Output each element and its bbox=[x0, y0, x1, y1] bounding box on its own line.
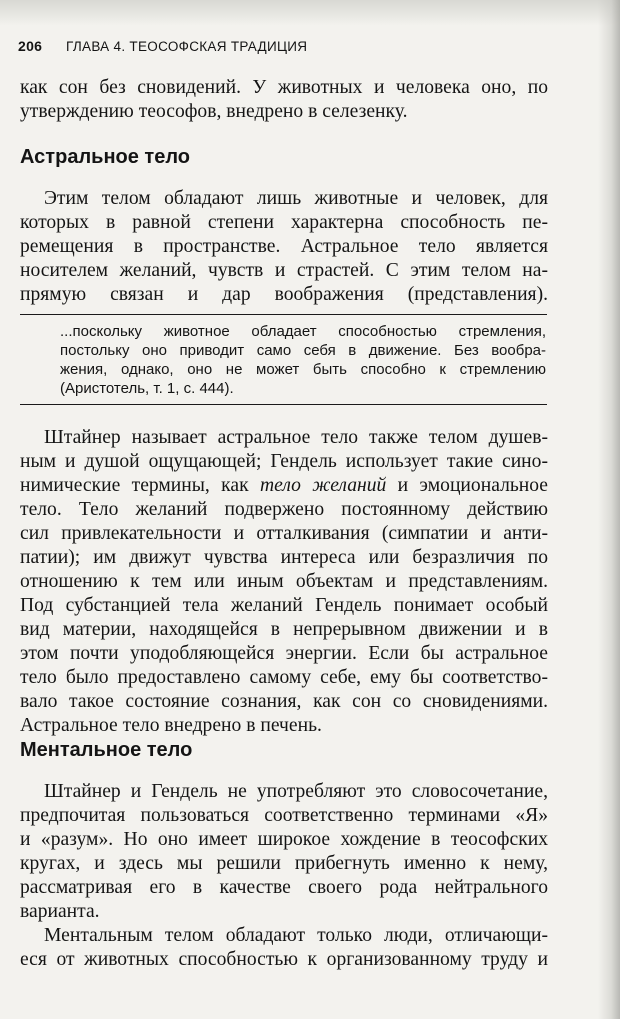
italic-term: тело желаний bbox=[259, 475, 387, 496]
paragraph-line: варианта. bbox=[20, 901, 100, 922]
paragraph-line: ремещения в пространстве. Астральное тело является bbox=[20, 236, 548, 257]
quote-line: жения, однако, оно не может быть способно к стремлению bbox=[60, 361, 546, 378]
paragraph-line-with-italic bbox=[20, 474, 548, 498]
quote-rule-top bbox=[20, 314, 547, 315]
scan-shadow-top bbox=[0, 0, 620, 26]
paragraph-line: вид материи, находящейся в непрерывном движении и в bbox=[20, 619, 548, 640]
paragraph-line: которых в равной степени характерна способность пе- bbox=[20, 212, 548, 233]
section-heading-astral: Астральное тело bbox=[20, 146, 190, 168]
intro-line-1: как сон без сновидений. У животных и человека оно, по bbox=[20, 77, 548, 98]
paragraph-line: тело. Тело желаний подвержено постоянному действию bbox=[20, 499, 548, 520]
paragraph-line: и «разум». Но оно имеет широкое хождение в теософских bbox=[20, 829, 548, 850]
paragraph-line: рассматривая его в качестве своего рода нейтрального bbox=[20, 877, 548, 898]
quote-line: ...поскольку животное обладает способностью стремления, bbox=[60, 323, 546, 340]
paragraph-line: сил привлекательности и отталкивания (симпатии и анти- bbox=[20, 523, 548, 544]
section-heading-mental: Ментальное тело bbox=[20, 739, 193, 761]
paragraph-line: предпочитая пользоваться соответственно терминами «Я» bbox=[20, 805, 548, 826]
paragraph-line: вало такое состояние сознания, как сон со сновидениями. bbox=[20, 691, 548, 712]
scan-shadow-right bbox=[598, 0, 620, 1019]
paragraph-line: Ментальным телом обладают только люди, отличающи- bbox=[44, 925, 548, 946]
paragraph-line: Этим телом обладают лишь животные и человек, для bbox=[44, 188, 548, 209]
paragraph-line: еся от животных способностью к организованному труду и bbox=[20, 949, 548, 970]
paragraph-line: кругах, и здесь мы решили прибегнуть именно к нему, bbox=[20, 853, 548, 874]
quote-line: (Аристотель, т. 1, с. 444). bbox=[60, 380, 234, 397]
text-run: и эмоциональное bbox=[386, 475, 548, 496]
paragraph-line: патии); им движут чувства интереса или безразличия по bbox=[20, 547, 548, 568]
paragraph-line: этом почти уподобляющейся энергии. Если бы астральное bbox=[20, 643, 548, 664]
paragraph-line: Астральное тело внедрено в печень. bbox=[20, 715, 322, 736]
paragraph-line: Штайнер называет астральное тело также телом душев- bbox=[44, 427, 548, 448]
paragraph-line: ным и душой ощущающей; Гендель использует такие сино- bbox=[20, 451, 548, 472]
paragraph-line: носителем желаний, чувств и страстей. С этим телом на- bbox=[20, 260, 548, 281]
quote-rule-bottom bbox=[20, 404, 547, 405]
paragraph-line: отношению к тем или иным объектам и представлениям. bbox=[20, 571, 548, 592]
paragraph-line: прямую связан и дар воображения (представления). bbox=[20, 284, 548, 305]
running-head bbox=[18, 38, 578, 60]
paragraph-line: Под субстанцией тела желаний Гендель понимает особый bbox=[20, 595, 548, 616]
page-number: 206 bbox=[18, 38, 43, 54]
text-run: нимические термины, как bbox=[20, 475, 260, 496]
intro-line-2: утверждению теософов, внедрено в селезенку. bbox=[20, 101, 408, 122]
chapter-title: ГЛАВА 4. ТЕОСОФСКАЯ ТРАДИЦИЯ bbox=[66, 39, 308, 54]
paragraph-line: тело было предоставлено самому себе, ему бы соответство- bbox=[20, 667, 548, 688]
paragraph-line: Штайнер и Гендель не употребляют это словосочетание, bbox=[44, 781, 548, 802]
quote-line: постольку оно приводит само себя в движение. Без вообра- bbox=[60, 342, 546, 359]
